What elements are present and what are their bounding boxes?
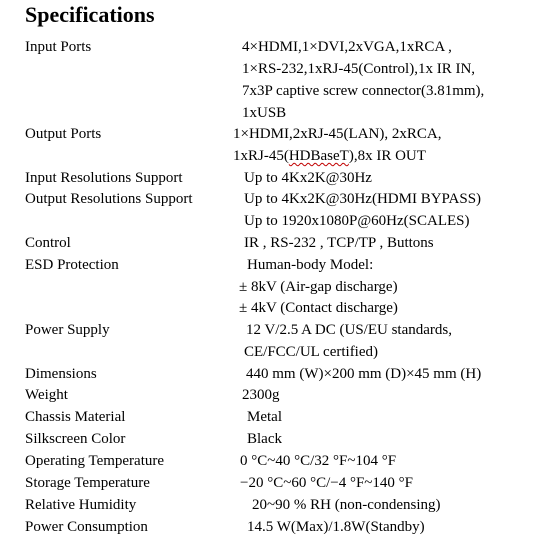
spec-value: Black [247, 431, 282, 447]
spec-row-esd-protection-cont [0, 276, 544, 298]
spec-value [233, 145, 426, 167]
spec-value-part: 1xRJ-45( [233, 148, 289, 164]
spec-value: 1×HDMI,2xRJ-45(LAN), 2xRCA, [233, 126, 442, 142]
spec-value: 0 °C~40 °C/32 °F~104 °F [240, 453, 397, 469]
spec-row-input-resolutions [0, 167, 544, 189]
spec-row-chassis-material [0, 406, 544, 428]
spec-value: ± 4kV (Contact discharge) [239, 300, 398, 316]
spec-row-input-ports-cont [0, 102, 544, 124]
spec-label: Output Resolutions Support [25, 191, 193, 207]
spec-label: Control [25, 235, 71, 251]
spec-row-output-resolutions [0, 188, 544, 210]
spec-value: 1×RS-232,1xRJ-45(Control),1x IR IN, [242, 61, 476, 77]
spec-row-input-ports-cont [0, 58, 544, 80]
spec-label: Power Consumption [25, 519, 148, 535]
spec-label: ESD Protection [25, 257, 119, 273]
spec-value-part: ),8x IR OUT [348, 148, 426, 164]
spec-label: Operating Temperature [25, 453, 165, 469]
spec-value: CE/FCC/UL certified) [244, 344, 379, 360]
spec-row-esd-protection-cont [0, 297, 544, 319]
spec-row-power-supply [0, 319, 544, 341]
spec-value: IR , RS-232 , TCP/TP , Buttons [244, 235, 434, 251]
spec-value: 14.5 W(Max)/1.8W(Standby) [247, 519, 425, 535]
spec-value: Up to 1920x1080P@60Hz(SCALES) [244, 213, 470, 229]
spec-label: Dimensions [25, 366, 97, 382]
spec-row-silkscreen-color [0, 428, 544, 450]
spec-row-input-ports-cont [0, 80, 544, 102]
spec-row-storage-temperature [0, 472, 544, 494]
spec-row-dimensions [0, 363, 544, 385]
spec-row-power-consumption [0, 516, 544, 538]
spec-label: Chassis Material [25, 409, 126, 425]
spec-value: 1xUSB [242, 105, 287, 121]
spec-value: 4×HDMI,1×DVI,2xVGA,1xRCA , [242, 39, 452, 55]
page-title: Specifications [25, 2, 155, 27]
spec-value: Human-body Model: [247, 257, 374, 273]
spec-value: 20~90 % RH (non-condensing) [252, 497, 441, 513]
spec-label: Input Ports [25, 39, 92, 55]
spec-row-operating-temperature [0, 450, 544, 472]
spec-value: −20 °C~60 °C/−4 °F~140 °F [240, 475, 414, 491]
spec-label: Output Ports [25, 126, 102, 142]
spec-row-relative-humidity [0, 494, 544, 516]
spec-label: Power Supply [25, 322, 110, 338]
spec-value: 440 mm (W)×200 mm (D)×45 mm (H) [246, 366, 482, 382]
spec-label: Weight [25, 387, 68, 403]
spec-value: 2300g [242, 387, 280, 403]
spec-label: Relative Humidity [25, 497, 137, 513]
spec-row-output-ports [0, 123, 544, 145]
spec-row-control [0, 232, 544, 254]
spec-value: Up to 4Kx2K@30Hz(HDMI BYPASS) [244, 191, 482, 207]
spec-row-output-ports-cont [0, 145, 544, 167]
spec-value: Up to 4Kx2K@30Hz [244, 170, 372, 186]
spec-value: 7x3P captive screw connector(3.81mm), [242, 83, 485, 99]
spec-value: 12 V/2.5 A DC (US/EU standards, [246, 322, 452, 338]
spec-label: Storage Temperature [25, 475, 150, 491]
spec-row-weight [0, 384, 544, 406]
spec-row-esd-protection [0, 254, 544, 276]
spec-value: Metal [247, 409, 282, 425]
spec-row-power-supply-cont [0, 341, 544, 363]
spellcheck-word: HDBaseT [288, 148, 349, 164]
spec-label: Silkscreen Color [25, 431, 126, 447]
spec-value: ± 8kV (Air-gap discharge) [239, 279, 398, 295]
spec-row-output-resolutions-cont [0, 210, 544, 232]
spec-row-input-ports [0, 36, 544, 58]
spec-label: Input Resolutions Support [25, 170, 183, 186]
